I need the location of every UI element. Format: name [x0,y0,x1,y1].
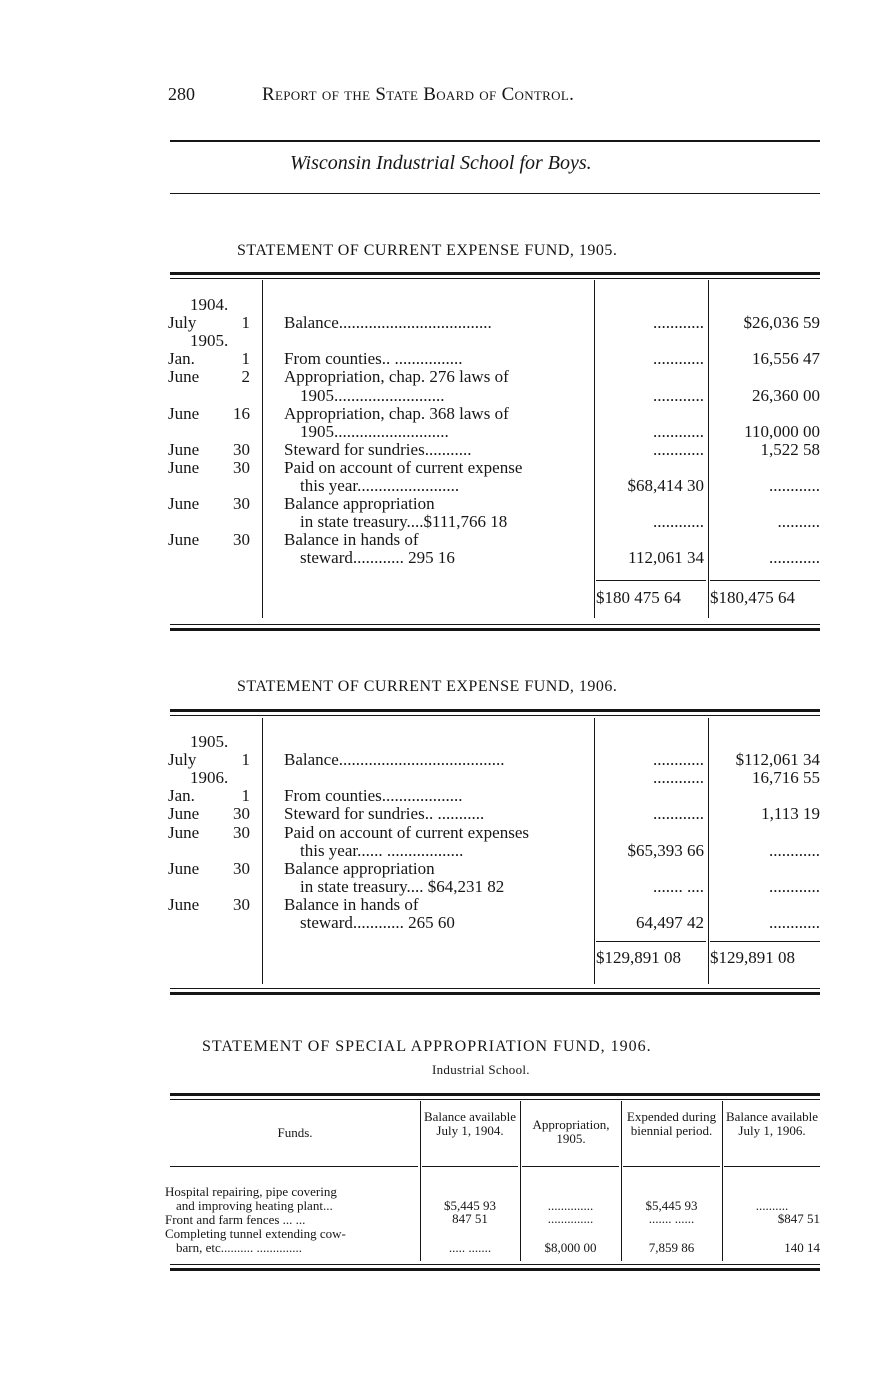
ledger-col2-value: ............ [769,913,820,932]
ledger-description: 1905.......................... [300,385,445,405]
special-bottom-rule [170,1264,820,1265]
ledger-description: this year........................ [300,476,460,495]
date-day: 16 [233,403,250,423]
ledger-col1-value: ............ [653,385,704,405]
ledger-col2-value: ............ [769,476,820,495]
date-year: 1905. [190,331,229,351]
date-label [168,750,250,770]
ledger-description: From counties................... [284,786,463,806]
ledger-description: Appropriation, chap. 276 laws of [284,367,509,387]
date-year: 1906. [190,768,229,788]
special-row-3-bal1904: ..... ....... [448,1240,492,1255]
fund-1905-sum-rule-1 [596,580,706,581]
date-month: June [168,367,200,387]
special-row-2-expended: ....... ...... [648,1211,695,1226]
special-row-3-expended: 7,859 86 [648,1240,695,1255]
header-balance-1906: Balance available July 1, 1906. [725,1109,819,1138]
special-header-rule-1 [170,1166,418,1167]
ledger-description: Balance.................................... [284,313,492,333]
ledger-col2-value: .......... [777,512,820,532]
special-row-1-line2: and improving heating plant... [176,1198,333,1213]
date-month: June [168,822,200,842]
ledger-col2-value: 110,000 00 [744,421,820,441]
running-title: Report of the State Board of Control. [262,84,575,105]
header-rule [170,140,820,142]
ledger-col1-value: ............ [653,512,704,532]
special-vline-3 [621,1101,622,1261]
special-row-3-line2: barn, etc.......... .............. [176,1240,303,1255]
fund-1905-vline-3 [708,280,709,618]
ledger-description: Balance appropriation [284,858,435,878]
date-month: June [168,494,200,514]
fund-1906-sum-rule-1 [596,941,706,942]
special-top-rule [170,1093,820,1096]
fund-1906-bottom-rule [170,988,820,989]
special-row-1-expended: $5,445 93 [645,1198,698,1213]
date-month: July [168,313,197,333]
special-row-2-approp: .............. [547,1211,594,1226]
fund-1905-sum-rule-2 [710,580,820,581]
header-appropriation: Appropriation, 1905. [532,1117,610,1146]
date-month: June [168,858,200,878]
date-month: July [168,750,197,770]
date-day: 30 [233,439,250,459]
ledger-col2-value: ............ [769,548,820,568]
fund-1905-bottom-rule [170,624,820,625]
fund-1906-top-rule-2 [170,715,820,716]
header-balance-1904: Balance available July 1, 1904. [423,1109,517,1138]
ledger-description: From counties.. ................ [284,349,463,369]
date-day: 30 [233,530,250,550]
date-month: Jan. [168,786,195,806]
date-day: 30 [233,494,250,514]
special-row-1-bal1904: $5,445 93 [444,1198,496,1213]
date-year: 1905. [190,732,229,751]
special-vline-1 [420,1101,421,1261]
fund-1905-bottom-rule-2 [170,628,820,631]
special-row-3-bal1906: 140 14 [784,1240,820,1255]
special-row-2-bal1904: 847 51 [452,1211,488,1226]
fund-1905-total-col2: $180,475 64 [710,588,795,607]
fund-1905-title: STATEMENT OF CURRENT EXPENSE FUND, 1905. [237,242,618,259]
date-month: June [168,403,200,423]
fund-1906-vline-1 [262,718,263,984]
ledger-col1-value: ............ [653,349,704,369]
subtitle-rule [170,193,820,194]
fund-1906-total-col2: $129,891 08 [710,948,795,967]
special-row-1-line1: Hospital repairing, pipe covering [165,1184,337,1199]
fund-1906-bottom-rule-2 [170,992,820,995]
date-label [168,313,250,333]
date-label [168,404,250,424]
institution-subtitle: Wisconsin Industrial School for Boys. [290,152,592,174]
ledger-col1-value: ............ [653,804,704,824]
ledger-description: Steward for sundries........... [284,439,472,459]
date-label [168,349,250,369]
date-month: June [168,894,200,914]
special-row-2-bal1906: $847 51 [777,1211,820,1226]
fund-1906-top-rule [170,709,820,712]
page-number: 280 [168,84,195,104]
date-label [168,804,250,824]
date-month: June [168,804,200,824]
fund-1906-total-col1: $129,891 08 [596,948,681,967]
date-label [168,458,250,478]
special-header-rule-4 [623,1166,720,1167]
date-day: 1 [241,786,250,806]
date-label [168,530,250,550]
ledger-description: in state treasury.... $64,231 82 [300,876,505,896]
date-day: 30 [233,894,250,914]
ledger-description: Balance in hands of [284,530,419,550]
special-header-rule-2 [422,1166,518,1167]
date-day: 30 [233,457,250,477]
ledger-description: Steward for sundries.. ........... [284,804,485,824]
ledger-col2-value: 16,716 55 [752,768,820,788]
date-month: Jan. [168,349,195,369]
date-label [168,859,250,879]
ledger-description: Paid on account of current expenses [284,822,529,842]
ledger-description: 1905........................... [300,421,449,441]
fund-1906-sum-rule-2 [710,941,820,942]
special-vline-2 [520,1101,521,1261]
ledger-col1-value: $68,414 30 [627,476,704,495]
ledger-col1-value: ....... .... [653,876,704,896]
special-fund-subtitle: Industrial School. [432,1062,530,1077]
special-row-1-approp: .............. [547,1198,594,1213]
ledger-description: steward............ 265 60 [300,913,455,932]
date-day: 1 [241,313,250,333]
special-bottom-rule-2 [170,1268,820,1271]
date-day: 30 [233,804,250,824]
header-funds: Funds. [277,1125,313,1140]
date-day: 30 [233,822,250,842]
ledger-description: in state treasury....$111,766 18 [300,512,508,532]
date-year: 1904. [190,295,229,314]
ledger-col2-value: 1,113 19 [761,804,820,824]
date-day: 1 [241,349,250,369]
fund-1905-total-col1: $180 475 64 [596,588,681,607]
ledger-col1-value: ............ [653,313,704,333]
ledger-description: Appropriation, chap. 368 laws of [284,403,509,423]
ledger-col2-value: ............ [769,876,820,896]
date-label [168,440,250,460]
ledger-col1-value: 112,061 34 [628,548,704,568]
ledger-description: steward............ 295 16 [300,548,455,568]
date-label [168,823,250,843]
ledger-col1-value: ............ [653,750,704,770]
date-month: June [168,457,200,477]
special-header-rule-3 [522,1166,619,1167]
special-row-2-line1: Front and farm fences ... ... [165,1212,306,1227]
fund-1905-vline-2 [594,280,595,618]
date-month: June [168,530,200,550]
ledger-description: Balance appropriation [284,494,435,514]
special-fund-title: STATEMENT OF SPECIAL APPROPRIATION FUND, 1906. [202,1038,652,1055]
fund-1906-vline-2 [594,718,595,984]
special-row-3-line1: Completing tunnel extending cow- [165,1226,346,1241]
date-day: 30 [233,858,250,878]
date-month: June [168,439,200,459]
special-row-3-approp: $8,000 00 [544,1240,597,1255]
date-day: 2 [241,367,250,387]
ledger-col2-value: 16,556 47 [752,349,820,369]
special-vline-4 [722,1101,723,1261]
ledger-col2-value: 26,360 00 [752,385,820,405]
special-top-rule-2 [170,1099,820,1100]
ledger-col2-value: ............ [769,840,820,860]
ledger-col1-value: ............ [653,768,704,788]
ledger-col1-value: ............ [653,439,704,459]
ledger-col2-value: 1,522 58 [760,439,820,459]
special-row-1-bal1906: .......... [755,1198,789,1213]
date-label [168,494,250,514]
ledger-description: Paid on account of current expense [284,457,523,477]
date-day: 1 [241,750,250,770]
ledger-col1-value: $65,393 66 [627,840,704,860]
fund-1906-vline-3 [708,718,709,984]
date-label [168,367,250,387]
header-expended: Expended during biennial period. [626,1109,717,1138]
special-header-rule-5 [724,1166,820,1167]
ledger-description: this year...... .................. [300,840,464,860]
ledger-col1-value: ............ [653,421,704,441]
ledger-col1-value: 64,497 42 [636,913,704,932]
fund-1905-top-rule [170,272,820,275]
fund-1906-title: STATEMENT OF CURRENT EXPENSE FUND, 1906. [237,678,618,695]
ledger-col2-value: $26,036 59 [743,313,820,333]
date-label [168,786,250,806]
ledger-description: Balance....................................... [284,750,505,770]
ledger-col2-value: $112,061 34 [735,750,820,770]
fund-1905-top-rule-2 [170,278,820,279]
fund-1905-vline-1 [262,280,263,618]
ledger-description: Balance in hands of [284,894,419,914]
date-label [168,895,250,915]
